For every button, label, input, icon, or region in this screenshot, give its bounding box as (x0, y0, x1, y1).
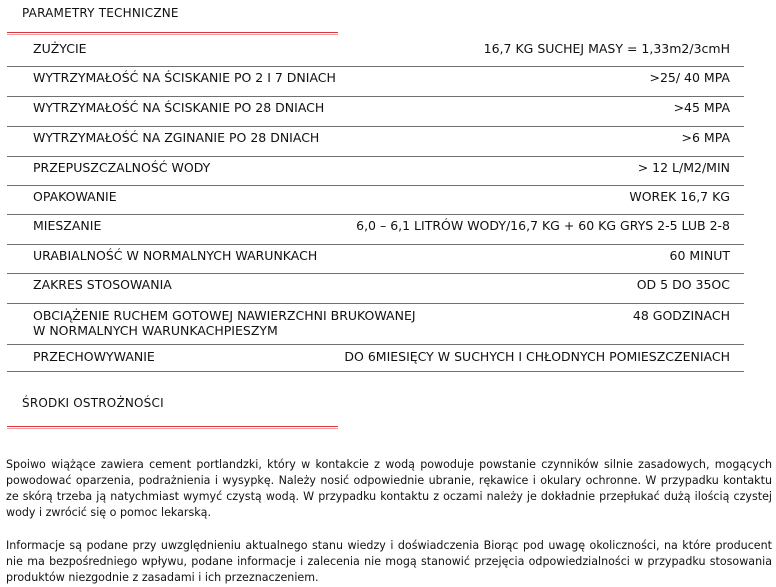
param-value: >45 MPA (673, 100, 730, 115)
param-label: OPAKOWANIE (33, 189, 117, 204)
param-value: DO 6MIESIĘCY W SUCHYCH I CHŁODNYCH POMIESZCZENIACH (344, 349, 730, 364)
param-label: ZUŻYCIE (33, 41, 87, 56)
param-row-consumption (7, 38, 744, 67)
parameters-heading-underline (7, 32, 338, 33)
param-row-application-range (7, 274, 744, 304)
param-label: OBCIĄŻENIE RUCHEM GOTOWEJ NAWIERZCHNI BRUKOWANEJ (33, 308, 416, 323)
param-label-continued: W NORMALNYCH WARUNKACHPIESZYM (33, 323, 278, 338)
param-row-mixing (7, 215, 744, 245)
param-label: MIESZANIE (33, 218, 102, 233)
param-value: 6,0 – 6,1 LITRÓW WODY/16,7 KG + 60 KG GRYS 2-5 LUB 2-8 (356, 218, 730, 233)
param-value: > 12 L/M2/MIN (637, 160, 730, 175)
param-value: >25/ 40 MPA (649, 70, 730, 85)
param-value: OD 5 DO 35OC (636, 277, 730, 292)
precautions-heading-underline-shadow (7, 428, 338, 429)
parameters-heading: PARAMETRY TECHNICZNE (22, 6, 179, 20)
param-label: WYTRZYMAŁOŚĆ NA ŚCISKANIE PO 28 DNIACH (33, 100, 325, 115)
precautions-heading-underline (7, 426, 338, 427)
param-value: 16,7 KG SUCHEJ MASY = 1,33m2/3cmH (483, 41, 730, 56)
param-row-permeability (7, 157, 744, 186)
param-label: PRZEPUSZCZALNOŚĆ WODY (33, 160, 211, 175)
param-label: WYTRZYMAŁOŚĆ NA ŚCISKANIE PO 2 I 7 DNIACH (33, 70, 336, 85)
param-label: PRZECHOWYWANIE (33, 349, 155, 364)
parameters-heading-underline-shadow (7, 34, 338, 35)
param-label: ZAKRES STOSOWANIA (33, 277, 172, 292)
param-label: URABIALNOŚĆ W NORMALNYCH WARUNKACH (33, 248, 318, 263)
param-label: WYTRZYMAŁOŚĆ NA ZGINANIE PO 28 DNIACH (33, 130, 320, 145)
param-value: 48 GODZINACH (632, 308, 730, 323)
param-value: WOREK 16,7 KG (629, 189, 730, 204)
param-value: 60 MINUT (669, 248, 730, 263)
parameters-table (7, 38, 744, 372)
param-row-packaging (7, 186, 744, 215)
disclaimer-paragraph: Informacje są podane przy uwzględnieniu aktualnego stanu wiedzy i doświadczenia Biorąc pod uwagę okoliczności, na które producent nie ma bezpośredniego wpływu, podane informacje i zalecenia nie mogą stanowić przejęcia odpowiedzialności w przypadku stosowania produktów niezgodnie z zasadami i ich przeznaczeniem. (6, 539, 772, 584)
safety-warning-paragraph: Spoiwo wiążące zawiera cement portlandzki, który w kontakcie z wodą powoduje powstanie czynników silnie zasadowych, mogących powodować oparzenia, podrażnienia i wysypkę. Należy nosić odpowiednie ubranie, rękawice i okulary ochronne. W przypadku kontaktu ze skórą trzeba ją natychmiast wymyć czystą wodą. W przypadku kontaktu z oczami należy je dokładnie przepłukać dużą ilością czystej wody i zwrócić się o pomoc lekarską. (6, 458, 772, 519)
param-row-compressive-28 (7, 97, 744, 127)
precautions-heading: ŚRODKI OSTROŻNOŚCI (22, 396, 164, 410)
param-row-storage (7, 345, 744, 372)
param-row-flexural-28 (7, 127, 744, 157)
param-value: >6 MPA (681, 130, 730, 145)
param-row-compressive-2-7 (7, 67, 744, 97)
param-row-workability (7, 245, 744, 274)
param-row-traffic-load (7, 304, 744, 345)
